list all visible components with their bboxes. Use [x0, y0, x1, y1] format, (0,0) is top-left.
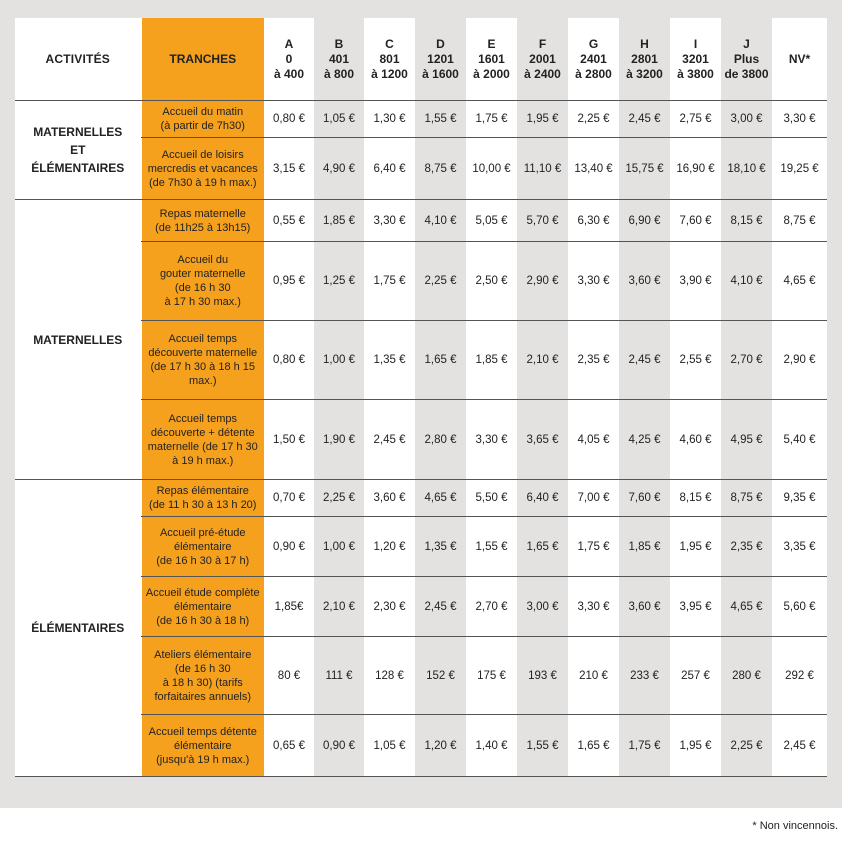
- activity-tranche-cell: [141, 577, 264, 637]
- price-cell: 1,20 €: [415, 715, 466, 777]
- price-cell: 3,60 €: [619, 242, 670, 321]
- price-cell: 128 €: [364, 637, 415, 715]
- price-cell: 1,25 €: [314, 242, 364, 321]
- price-cell: 8,15 €: [721, 200, 772, 242]
- price-cell: 2,45 €: [364, 400, 415, 480]
- price-cell: 2,45 €: [619, 101, 670, 138]
- price-cell: 1,90 €: [314, 400, 364, 480]
- price-cell: 2,90 €: [517, 242, 568, 321]
- activity-group-label: [15, 101, 141, 200]
- column-header-line: 2401: [580, 51, 607, 66]
- footnote: * Non vincennois.: [752, 820, 838, 832]
- price-cell: 1,35 €: [415, 517, 466, 577]
- price-cell: 193 €: [517, 637, 568, 715]
- price-cell: 2,25 €: [415, 242, 466, 321]
- tranche-label-line: Accueil étude complète: [145, 586, 260, 599]
- tariff-table: [15, 18, 827, 777]
- price-cell: 1,85€: [264, 577, 314, 637]
- tranche-label-line: à 17 h 30 max.): [164, 296, 241, 308]
- price-cell: 3,00 €: [721, 101, 772, 138]
- price-cell: 1,85 €: [619, 517, 670, 577]
- price-cell: 3,30 €: [568, 577, 619, 637]
- column-header-line: NV*: [788, 51, 811, 66]
- price-cell: 2,45 €: [415, 577, 466, 637]
- price-cell: 1,75 €: [619, 715, 670, 777]
- tranche-label-line: Repas maternelle: [159, 207, 246, 220]
- price-cell: 3,15 €: [264, 138, 314, 200]
- price-cell: 1,55 €: [415, 101, 466, 138]
- column-header-line: à 800: [323, 66, 355, 81]
- activity-tranche-cell: [141, 517, 264, 577]
- column-header-line: à 3200: [626, 66, 663, 81]
- price-cell: 2,70 €: [466, 577, 517, 637]
- activity-label-line: MATERNELLES: [33, 332, 123, 347]
- price-cell: 1,35 €: [364, 321, 415, 400]
- price-cell: 2,80 €: [415, 400, 466, 480]
- price-cell: 2,55 €: [670, 321, 721, 400]
- price-cell: 5,60 €: [772, 577, 827, 637]
- column-header-line: D: [436, 36, 445, 51]
- tranche-column-header: [466, 18, 517, 101]
- activities-header: ACTIVITÉS: [15, 18, 141, 101]
- price-cell: 80 €: [264, 637, 314, 715]
- header-row: [15, 18, 827, 101]
- tranche-label-line: Accueil temps détente: [148, 725, 257, 738]
- price-cell: 2,90 €: [772, 321, 827, 400]
- price-cell: 1,65 €: [415, 321, 466, 400]
- price-cell: 0,65 €: [264, 715, 314, 777]
- price-cell: 10,00 €: [466, 138, 517, 200]
- column-header-line: de 3800: [724, 66, 769, 81]
- tranche-label-line: à 18 h 30) (tarifs: [162, 676, 243, 689]
- tranche-label-line: à 19 h max.): [172, 454, 234, 467]
- price-cell: 5,50 €: [466, 480, 517, 517]
- activity-tranche-cell: [141, 200, 264, 242]
- tranche-label-line: Accueil du matin: [162, 106, 244, 118]
- tranche-label-line: (jusqu'à 19 h max.): [156, 753, 250, 766]
- price-cell: 0,95 €: [264, 242, 314, 321]
- price-cell: 2,35 €: [568, 321, 619, 400]
- table-row: [15, 101, 827, 138]
- tranche-column-header: [568, 18, 619, 101]
- price-cell: 1,75 €: [466, 101, 517, 138]
- tranche-column-header: [517, 18, 568, 101]
- price-cell: 0,90 €: [264, 517, 314, 577]
- price-cell: 4,05 €: [568, 400, 619, 480]
- column-header-line: 0: [285, 51, 293, 66]
- table-body: [15, 101, 827, 777]
- tranche-label-line: élémentaire: [174, 540, 232, 553]
- price-cell: 3,60 €: [364, 480, 415, 517]
- price-cell: 7,60 €: [619, 480, 670, 517]
- price-cell: 15,75 €: [619, 138, 670, 200]
- tranche-label-line: forfaitaires annuels): [154, 690, 252, 703]
- price-cell: 8,75 €: [415, 138, 466, 200]
- column-header-line: 1201: [427, 51, 454, 66]
- price-cell: 152 €: [415, 637, 466, 715]
- tranche-label-line: Accueil du: [177, 254, 229, 266]
- price-cell: 5,05 €: [466, 200, 517, 242]
- tranche-label-line: élémentaire: [174, 739, 232, 752]
- price-cell: 3,30 €: [364, 200, 415, 242]
- price-cell: 8,75 €: [721, 480, 772, 517]
- column-header-line: 1601: [478, 51, 505, 66]
- price-cell: 1,05 €: [314, 101, 364, 138]
- price-cell: 3,90 €: [670, 242, 721, 321]
- tranche-label-line: (de 11 h 30 à 13 h 20): [149, 499, 257, 511]
- column-header-line: Plus: [733, 51, 760, 66]
- column-header-line: à 2800: [575, 66, 612, 81]
- price-cell: 5,70 €: [517, 200, 568, 242]
- price-cell: 3,35 €: [772, 517, 827, 577]
- price-cell: 1,95 €: [670, 715, 721, 777]
- price-cell: 19,25 €: [772, 138, 827, 200]
- tranche-label-line: (de 16 h 30 à 17 h): [156, 554, 250, 567]
- column-header-line: 2801: [631, 51, 658, 66]
- price-cell: 7,00 €: [568, 480, 619, 517]
- activity-group-label: [15, 480, 141, 777]
- price-cell: 0,55 €: [264, 200, 314, 242]
- price-cell: 8,15 €: [670, 480, 721, 517]
- activity-tranche-cell: [141, 242, 264, 321]
- activity-tranche-cell: [141, 321, 264, 400]
- tranche-label-line: (de 17 h 30 à 18 h 15: [150, 361, 256, 373]
- price-cell: 1,00 €: [314, 517, 364, 577]
- price-cell: 1,55 €: [517, 715, 568, 777]
- price-cell: 1,75 €: [364, 242, 415, 321]
- activity-label-line: ÉLÉMENTAIRES: [31, 621, 125, 635]
- tranche-label-line: découverte maternelle: [148, 347, 258, 359]
- price-cell: 3,60 €: [619, 577, 670, 637]
- column-header-line: E: [487, 36, 496, 51]
- price-cell: 0,70 €: [264, 480, 314, 517]
- price-cell: 4,65 €: [772, 242, 827, 321]
- tranches-header: TRANCHES: [141, 18, 264, 101]
- tranche-label-line: Ateliers élémentaire: [154, 648, 252, 661]
- price-cell: 11,10 €: [517, 138, 568, 200]
- table-row: [15, 480, 827, 517]
- tranche-label-line: Accueil temps: [168, 412, 237, 425]
- tranche-label-line: Accueil temps: [168, 333, 237, 345]
- price-cell: 4,25 €: [619, 400, 670, 480]
- price-cell: 8,75 €: [772, 200, 827, 242]
- price-cell: 1,85 €: [466, 321, 517, 400]
- price-cell: 1,95 €: [517, 101, 568, 138]
- price-cell: 5,40 €: [772, 400, 827, 480]
- tranche-label-line: gouter maternelle: [159, 268, 246, 280]
- price-cell: 16,90 €: [670, 138, 721, 200]
- price-cell: 2,70 €: [721, 321, 772, 400]
- price-cell: 0,90 €: [314, 715, 364, 777]
- tranche-label-line: (de 11h25 à 13h15): [155, 221, 251, 234]
- price-cell: 3,65 €: [517, 400, 568, 480]
- activity-tranche-cell: [141, 138, 264, 200]
- tranche-label-line: Repas élémentaire: [156, 485, 249, 497]
- price-cell: 4,10 €: [415, 200, 466, 242]
- column-header-line: à 1200: [371, 66, 408, 81]
- price-cell: 2,45 €: [772, 715, 827, 777]
- price-cell: 1,30 €: [364, 101, 415, 138]
- column-header-line: A: [284, 36, 294, 51]
- price-cell: 4,65 €: [721, 577, 772, 637]
- price-cell: 1,00 €: [314, 321, 364, 400]
- price-cell: 9,35 €: [772, 480, 827, 517]
- column-header-line: à 2400: [524, 66, 561, 81]
- tranche-column-header: [772, 18, 827, 101]
- column-header-line: H: [640, 36, 649, 51]
- price-cell: 2,25 €: [721, 715, 772, 777]
- activity-tranche-cell: [141, 400, 264, 480]
- column-header-line: 2001: [529, 51, 556, 66]
- price-cell: 4,65 €: [415, 480, 466, 517]
- price-cell: 2,45 €: [619, 321, 670, 400]
- price-cell: 1,75 €: [568, 517, 619, 577]
- price-cell: 280 €: [721, 637, 772, 715]
- column-header-line: à 2000: [473, 66, 510, 81]
- column-header-line: B: [334, 36, 344, 51]
- tranche-column-header: [264, 18, 314, 101]
- price-cell: 2,25 €: [314, 480, 364, 517]
- price-cell: 4,90 €: [314, 138, 364, 200]
- price-cell: 18,10 €: [721, 138, 772, 200]
- price-cell: 233 €: [619, 637, 670, 715]
- tranche-column-header: [721, 18, 772, 101]
- price-cell: 4,10 €: [721, 242, 772, 321]
- price-cell: 1,85 €: [314, 200, 364, 242]
- column-header-line: à 3800: [677, 66, 714, 81]
- price-cell: 2,10 €: [314, 577, 364, 637]
- price-cell: 4,60 €: [670, 400, 721, 480]
- tranche-column-header: [364, 18, 415, 101]
- price-cell: 175 €: [466, 637, 517, 715]
- column-header-line: F: [538, 36, 547, 51]
- price-cell: 111 €: [314, 637, 364, 715]
- activity-tranche-cell: [141, 480, 264, 517]
- tranche-label-line: découverte + détente: [150, 426, 255, 439]
- tranche-column-header: [314, 18, 364, 101]
- price-cell: 0,80 €: [264, 101, 314, 138]
- price-cell: 3,00 €: [517, 577, 568, 637]
- column-header-line: à 400: [273, 66, 305, 81]
- price-cell: 6,40 €: [517, 480, 568, 517]
- tranche-label-line: mercredis et vacances: [147, 162, 258, 175]
- price-cell: 2,10 €: [517, 321, 568, 400]
- price-cell: 1,65 €: [517, 517, 568, 577]
- price-cell: 1,20 €: [364, 517, 415, 577]
- activity-tranche-cell: [141, 637, 264, 715]
- price-cell: 2,50 €: [466, 242, 517, 321]
- price-cell: 13,40 €: [568, 138, 619, 200]
- activity-tranche-cell: [141, 101, 264, 138]
- price-cell: 1,55 €: [466, 517, 517, 577]
- activity-tranche-cell: [141, 715, 264, 777]
- price-cell: 1,40 €: [466, 715, 517, 777]
- column-header-line: I: [693, 36, 698, 51]
- tranche-label-line: (de 16 h 30: [174, 282, 231, 294]
- column-header-line: G: [588, 36, 599, 51]
- price-cell: 3,30 €: [466, 400, 517, 480]
- price-cell: 2,25 €: [568, 101, 619, 138]
- price-cell: 210 €: [568, 637, 619, 715]
- price-cell: 6,40 €: [364, 138, 415, 200]
- price-cell: 2,75 €: [670, 101, 721, 138]
- price-cell: 257 €: [670, 637, 721, 715]
- tranche-label-line: élémentaire: [174, 600, 232, 613]
- price-cell: 6,90 €: [619, 200, 670, 242]
- tranche-column-header: [415, 18, 466, 101]
- tranche-column-header: [670, 18, 721, 101]
- tranche-label-line: (de 16 h 30: [174, 662, 231, 675]
- price-cell: 3,95 €: [670, 577, 721, 637]
- price-cell: 1,95 €: [670, 517, 721, 577]
- activity-label-line: MATERNELLES: [33, 125, 123, 139]
- tranche-label-line: (de 16 h 30 à 18 h): [156, 614, 250, 627]
- price-cell: 1,05 €: [364, 715, 415, 777]
- activity-label-line: ÉLÉMENTAIRES: [31, 161, 125, 175]
- tranche-label-line: max.): [189, 375, 217, 387]
- price-cell: 3,30 €: [772, 101, 827, 138]
- column-header-line: 801: [379, 51, 400, 66]
- price-cell: 6,30 €: [568, 200, 619, 242]
- column-header-line: J: [743, 36, 750, 51]
- column-header-line: 3201: [682, 51, 709, 66]
- price-cell: 2,35 €: [721, 517, 772, 577]
- column-header-line: à 1600: [422, 66, 459, 81]
- tranche-label-line: (à partir de 7h30): [160, 120, 245, 132]
- price-cell: 3,30 €: [568, 242, 619, 321]
- price-cell: 7,60 €: [670, 200, 721, 242]
- activity-group-label: [15, 200, 141, 480]
- tranche-label-line: Accueil pré-étude: [159, 526, 246, 539]
- tranche-label-line: Accueil de loisirs: [161, 148, 244, 161]
- price-cell: 4,95 €: [721, 400, 772, 480]
- price-cell: 2,30 €: [364, 577, 415, 637]
- price-cell: 1,50 €: [264, 400, 314, 480]
- table-row: [15, 200, 827, 242]
- price-cell: 1,65 €: [568, 715, 619, 777]
- tranche-label-line: (de 7h30 à 19 h max.): [148, 176, 257, 189]
- price-cell: 292 €: [772, 637, 827, 715]
- tranche-label-line: maternelle (de 17 h 30: [147, 440, 258, 453]
- column-header-line: C: [385, 36, 394, 51]
- column-header-line: 401: [328, 51, 350, 66]
- price-cell: 0,80 €: [264, 321, 314, 400]
- activity-label-line: ET: [70, 143, 86, 157]
- tranche-column-header: [619, 18, 670, 101]
